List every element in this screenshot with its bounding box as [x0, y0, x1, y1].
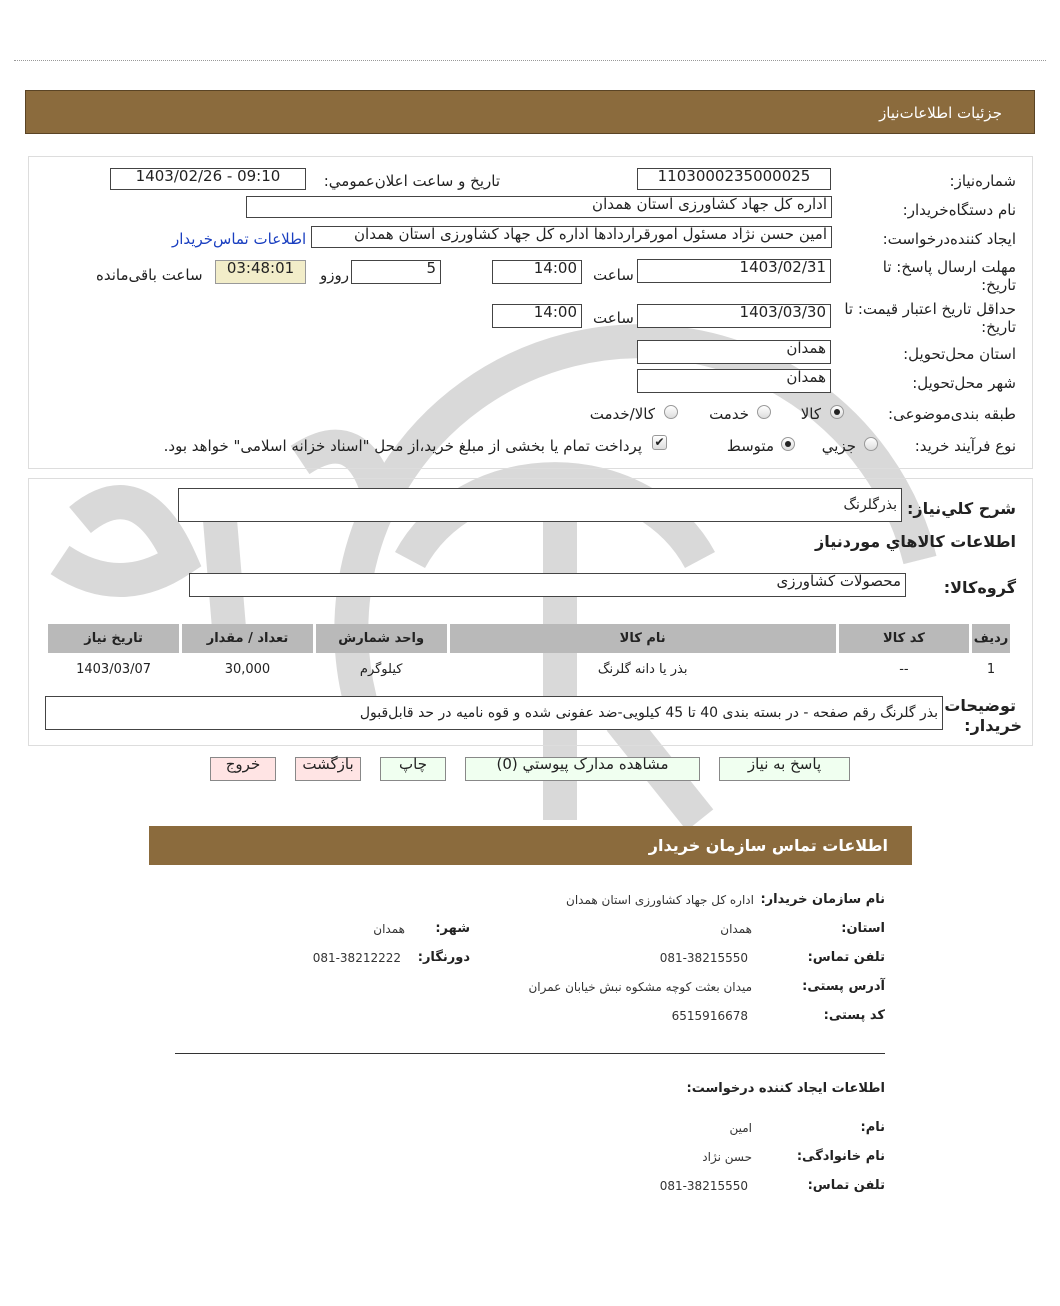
- city-field: همدان: [637, 369, 831, 393]
- announce-label: تاریخ و ساعت اعلان‌عمومي:: [323, 172, 500, 190]
- process-medium-label: متوسط: [726, 437, 774, 455]
- contact-phone: 081-38215550: [659, 951, 748, 965]
- contact-city-label: شهر:: [435, 921, 470, 936]
- contact-org: اداره کل جهاد کشاورزی استان همدان: [566, 893, 754, 907]
- notes-label: توضیحات: [944, 696, 1016, 715]
- contact-postal-label: کد پستی:: [823, 1008, 885, 1023]
- col-code: کد کالا: [839, 624, 969, 653]
- days-field: 5: [351, 260, 441, 284]
- creator-family-label: نام خانوادگی:: [796, 1149, 885, 1164]
- deadline-label: مهلت ارسال پاسخ: تا: [882, 258, 1016, 276]
- print-button[interactable]: چاپ: [380, 757, 446, 781]
- description-field: بذرگلرنگ: [178, 488, 902, 522]
- group-field: محصولات کشاورزی: [189, 573, 906, 597]
- creator-name-label: نام:: [860, 1120, 885, 1135]
- cell-qty: 30,000: [224, 661, 271, 677]
- reply-button[interactable]: پاسخ به نیاز: [719, 757, 850, 781]
- days-label: روزو: [320, 266, 349, 284]
- cell-code: --: [899, 661, 909, 677]
- buyer-org-field: اداره کل جهاد کشاورزی استان همدان: [246, 196, 832, 218]
- process-minor-label: جزیي: [821, 437, 856, 455]
- payment-checkbox[interactable]: ✔: [652, 435, 667, 450]
- category-both-radio[interactable]: [664, 405, 678, 419]
- remaining-time-field: 03:48:01: [215, 260, 306, 284]
- contact-fax: 081-38212222: [312, 951, 401, 965]
- creator-field: امین حسن نژاد مسئول امورقراردادها اداره کل جهاد کشاورزی استان همدان: [311, 226, 832, 248]
- category-service-label: خدمت: [709, 405, 749, 423]
- contact-province: همدان: [720, 922, 752, 936]
- deadline-time-label: ساعت: [593, 266, 634, 284]
- goods-heading: اطلاعات کالاهاي موردنیاز: [815, 532, 1016, 551]
- validity-date-field: 1403/03/30: [637, 304, 831, 328]
- announce-field: 1403/02/26 - 09:10: [110, 168, 306, 190]
- table-header-row: [48, 624, 1010, 653]
- cell-row: 1: [986, 661, 996, 677]
- validity-time-label: ساعت: [593, 309, 634, 327]
- attachments-button[interactable]: مشاهده مدارک پیوستي (0): [465, 757, 700, 781]
- creator-phone: 081-38215550: [659, 1179, 748, 1193]
- contact-phone-label: تلفن تماس:: [807, 950, 885, 965]
- col-date: تاریخ نیاز: [48, 624, 179, 653]
- need-number-label: شماره‌نیاز:: [949, 172, 1016, 190]
- remaining-label: ساعت باقی‌مانده: [96, 266, 203, 284]
- buyer-contact-link[interactable]: اطلاعات تماس‌خریدار: [172, 230, 307, 248]
- contact-heading: اطلاعات تماس سازمان خریدار: [648, 836, 888, 855]
- contact-header: [149, 826, 912, 865]
- province-label: استان محل‌تحویل:: [903, 345, 1016, 363]
- contact-province-label: استان:: [841, 921, 885, 936]
- category-goods-radio[interactable]: [830, 405, 844, 419]
- creator-name: امین: [729, 1121, 752, 1135]
- col-row: ردیف: [972, 624, 1010, 653]
- cell-name: بذر یا دانه گلرنگ: [597, 661, 688, 677]
- contact-fax-label: دورنگار:: [417, 950, 470, 965]
- contact-divider: [175, 1053, 885, 1054]
- exit-button[interactable]: خروج: [210, 757, 276, 781]
- category-goods-label: کالا: [800, 405, 821, 423]
- validity-time-field: 14:00: [492, 304, 582, 328]
- notes-field: بذر گلرنگ رقم صفحه - در بسته بندی 40 تا 45 کیلویی-ضد عفونی شده و قوه نامیه در حد قابل‌قبول: [45, 696, 943, 730]
- contact-org-label: نام سازمان خریدار:: [760, 892, 885, 907]
- payment-note: پرداخت تمام یا بخشی از مبلغ خرید،از محل "اسناد خزانه اسلامی" خواهد بود.: [163, 437, 642, 455]
- process-label: نوع فرآیند خرید:: [914, 437, 1016, 455]
- validity-label-2: تاریخ:: [981, 318, 1016, 336]
- deadline-date-field: 1403/02/31: [637, 259, 831, 283]
- page-header: [25, 90, 1035, 134]
- table-row: [48, 656, 1010, 682]
- need-number-field: 1103000235000025: [637, 168, 831, 190]
- description-label: شرح کلي‌نیاز:: [907, 499, 1016, 518]
- category-service-radio[interactable]: [757, 405, 771, 419]
- validity-label: حداقل تاریخ اعتبار قیمت: تا: [844, 300, 1016, 318]
- category-label: طبقه بندی‌موضوعی:: [888, 405, 1016, 423]
- contact-address-label: آدرس پستی:: [802, 979, 885, 994]
- deadline-label-2: تاریخ:: [981, 276, 1016, 294]
- cell-date: 1403/03/07: [76, 661, 152, 677]
- city-label: شهر محل‌تحویل:: [912, 374, 1016, 392]
- col-name: نام کالا: [450, 624, 836, 653]
- contact-postal: 6515916678: [671, 1009, 748, 1023]
- contact-city: همدان: [373, 922, 405, 936]
- province-field: همدان: [637, 340, 831, 364]
- notes-label-2: خریدار:: [964, 716, 1022, 735]
- creator-heading: اطلاعات ایجاد کننده درخواست:: [686, 1081, 885, 1096]
- group-label: گروه‌کالا:: [943, 578, 1016, 597]
- category-both-label: کالا/خدمت: [589, 405, 655, 423]
- contact-address: میدان بعثت کوچه مشکوه نبش خیابان عمران: [528, 980, 752, 994]
- creator-phone-label: تلفن تماس:: [807, 1178, 885, 1193]
- creator-family: حسن نژاد: [702, 1150, 752, 1164]
- process-minor-radio[interactable]: [864, 437, 878, 451]
- creator-label: ایجاد کننده‌درخواست:: [882, 230, 1016, 248]
- back-button[interactable]: بازگشت: [295, 757, 361, 781]
- cell-unit: کیلوگرم: [359, 661, 403, 677]
- process-medium-radio[interactable]: [781, 437, 795, 451]
- buyer-org-label: نام دستگاه‌خریدار:: [902, 201, 1016, 219]
- deadline-time-field: 14:00: [492, 260, 582, 284]
- col-unit: واحد شمارش: [316, 624, 447, 653]
- col-qty: تعداد / مقدار: [182, 624, 313, 653]
- page-title: جزئیات اطلاعات‌نیاز: [879, 104, 1002, 122]
- goods-table: [45, 621, 1013, 685]
